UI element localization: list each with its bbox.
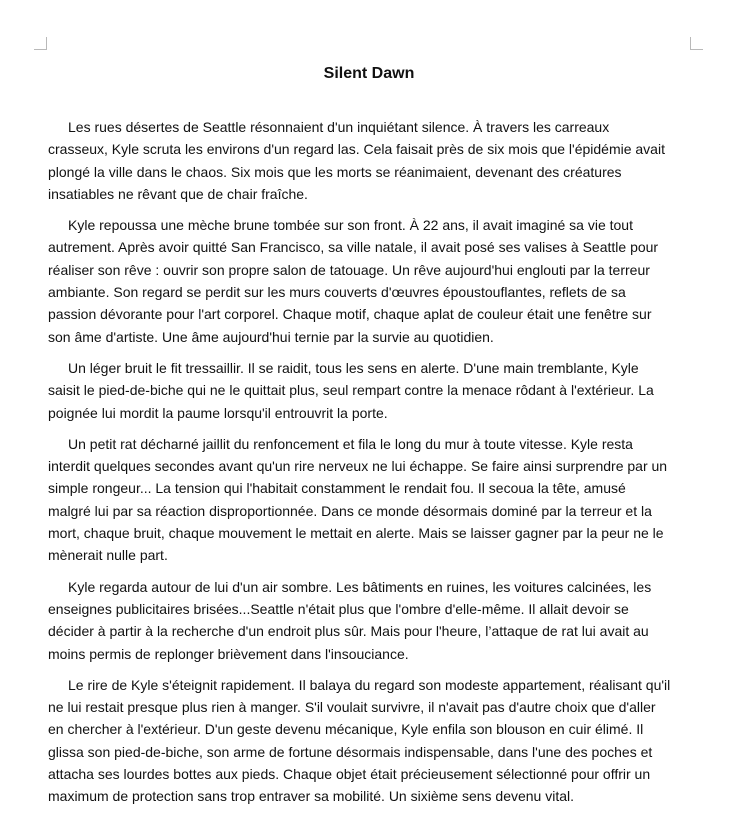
top-left-margin-marker xyxy=(34,37,47,50)
top-right-margin-marker xyxy=(690,37,703,50)
paragraph-2: Kyle repoussa une mèche brune tombée sur son front. À 22 ans, il avait imaginé sa vie tout autrement. Après avoir quitté San Francisco, sa ville natale, il avait posé ses valises à Seattle pour réaliser son rêve : ouvrir son propre salon de tatouage. Un rêve aujourd'hui englouti par la terreur ambiante. Son regard se perdit sur les murs couverts d'œuvres époustouflantes, reflets de sa passion dévorante pour l'art corporel. Chaque motif, chaque aplat de couleur était une fenêtre sur son âme d'artiste. Une âme aujourd'hui ternie par la survie au quotidien. xyxy=(48,217,659,345)
document-title: Silent Dawn xyxy=(323,64,415,82)
document-body xyxy=(48,116,672,817)
paragraph-1: Les rues désertes de Seattle résonnaient d'un inquiétant silence. À travers les carreaux crasseux, Kyle scruta les environs d'un regard las. Cela faisait près de six mois que l'épidémie avait plongé la ville dans le chaos. Six mois que les morts se réanimaient, devenant des créatures insatiables ne rêvant que de chair fraîche. xyxy=(48,119,665,202)
paragraph-5: Kyle regarda autour de lui d'un air sombre. Les bâtiments en ruines, les voitures calcinées, les enseignes publicitaires brisées...Seattle n'était plus que l'ombre d'elle-même. Il allait devoir se décider à partir à la recherche d'un endroit plus sûr. Mais pour l'heure, l’attaque de rat lui avait au moins permis de replonger brièvement dans l'insouciance. xyxy=(48,578,652,662)
paragraph-3: Un léger bruit le fit tressaillir. Il se raidit, tous les sens en alerte. D'une main tremblante, Kyle saisit le pied-de-biche qui ne le quittait plus, seul rempart contre la menace rôdant à l'extérieur. La poignée lui mordit la paume lorsqu'il entrouvrit la porte. xyxy=(48,359,654,421)
paragraph-6: Le rire de Kyle s'éteignit rapidement. Il balaya du regard son modeste appartement, réalisant qu'il ne lui restait presque plus rien à manger. S'il voulait survivre, il n'avait pas d'autre choix que d'aller en chercher à l'extérieur. D'un geste devenu mécanique, Kyle enfila son blouson en cuir élimé. Il glissa son pied-de-biche, son arme de fortune désormais indispensable, dans l'une des poches et attacha ses lourdes bottes aux pieds. Chaque objet était précieusement sélectionné pour offrir un maximum de protection sans trop entraver sa mobilité. Un sixième sens devenu vital. xyxy=(48,676,671,805)
paragraph-4: Un petit rat décharné jaillit du renfoncement et fila le long du mur à toute vitesse. Kyle resta interdit quelques secondes avant qu'un rire nerveux ne lui échappe. Se faire ainsi surprendre par un simple rongeur... La tension qui l'habitait constamment le rendait fou. Il secoua la tête, amusé malgré lui par sa réaction disproportionnée. Dans ce monde désormais dominé par la terreur et la mort, chaque bruit, chaque mouvement le mettait en alerte. Mais se laisser gagner par la peur ne le mènerait nulle part. xyxy=(48,435,668,564)
